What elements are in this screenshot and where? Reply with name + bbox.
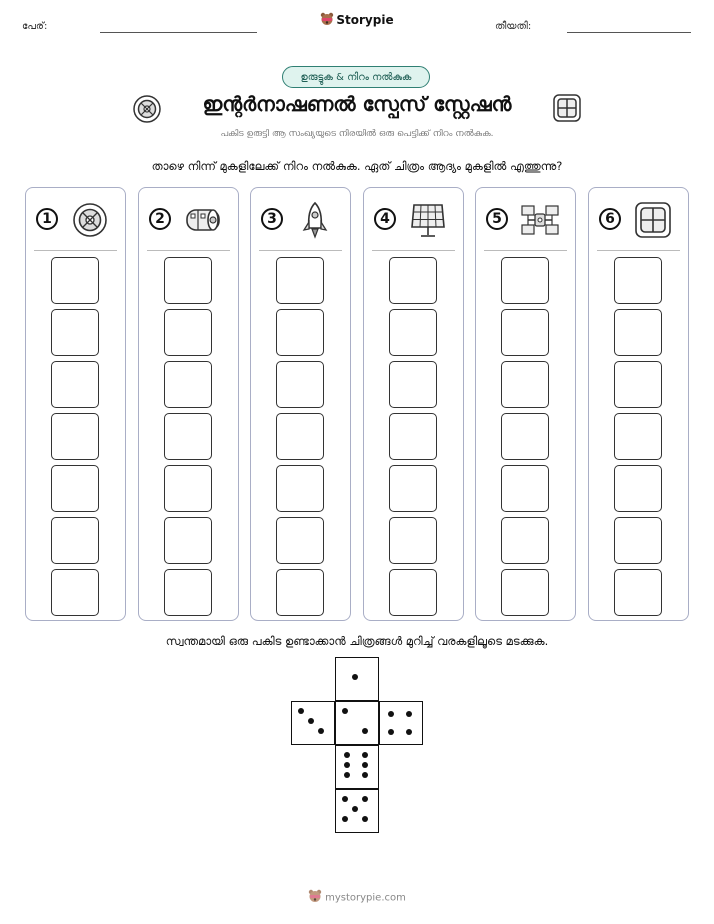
column-3 — [250, 187, 351, 621]
instruction: താഴെ നിന്ന് മുകളിലേക്ക് നിറം നൽകുക. ഏത് ചിത്രം ആദ്യം മുകളിൽ എത്തുന്നു? — [151, 159, 563, 173]
column-number: 1 — [36, 208, 58, 230]
color-box[interactable] — [389, 465, 437, 512]
pip — [308, 718, 314, 724]
color-box[interactable] — [389, 517, 437, 564]
pip — [362, 816, 368, 822]
module-icon — [183, 200, 223, 240]
hatch-icon — [132, 94, 162, 128]
color-box[interactable] — [614, 569, 662, 616]
color-box[interactable] — [164, 569, 212, 616]
pip — [406, 729, 412, 735]
bear-logo-icon — [320, 12, 334, 29]
color-box[interactable] — [614, 309, 662, 356]
color-box[interactable] — [276, 465, 324, 512]
pip — [362, 796, 368, 802]
color-box[interactable] — [614, 413, 662, 460]
pip — [362, 752, 368, 758]
die-face-3 — [291, 701, 335, 745]
die-face-2 — [335, 701, 379, 745]
column-divider — [147, 250, 230, 251]
color-box[interactable] — [51, 309, 99, 356]
color-box[interactable] — [501, 569, 549, 616]
color-box[interactable] — [51, 569, 99, 616]
color-box[interactable] — [276, 309, 324, 356]
hatch-icon — [70, 200, 110, 240]
column-divider — [484, 250, 567, 251]
pip — [362, 762, 368, 768]
color-box[interactable] — [276, 361, 324, 408]
pip — [344, 772, 350, 778]
pip — [342, 796, 348, 802]
color-box[interactable] — [614, 465, 662, 512]
color-box[interactable] — [51, 413, 99, 460]
column-divider — [34, 250, 117, 251]
color-box[interactable] — [51, 465, 99, 512]
color-box[interactable] — [164, 517, 212, 564]
die-face-5 — [335, 789, 379, 833]
pip — [362, 728, 368, 734]
die-face-1 — [335, 657, 379, 701]
solar-panel-icon — [408, 200, 448, 240]
color-box[interactable] — [501, 517, 549, 564]
pip — [352, 806, 358, 812]
date-label: തീയതി: — [495, 21, 532, 32]
pip — [342, 708, 348, 714]
color-box[interactable] — [614, 257, 662, 304]
color-box[interactable] — [51, 257, 99, 304]
column-divider — [372, 250, 455, 251]
column-number: 2 — [149, 208, 171, 230]
color-box[interactable] — [164, 413, 212, 460]
footer — [0, 889, 714, 906]
column-6 — [588, 187, 689, 621]
footer-url[interactable]: mystorypie.com — [325, 892, 406, 904]
subtitle: പകിട ഉരുട്ടി ആ സംഖ്യയുടെ നിരയിൽ ഒരു പെട്ടിക്ക് നിറം നൽകുക. — [220, 129, 494, 139]
pip — [388, 729, 394, 735]
color-box[interactable] — [389, 257, 437, 304]
color-box[interactable] — [389, 569, 437, 616]
column-4 — [363, 187, 464, 621]
window-icon — [552, 93, 582, 127]
color-box[interactable] — [164, 361, 212, 408]
window-icon — [633, 200, 673, 240]
color-box[interactable] — [501, 257, 549, 304]
pip — [344, 762, 350, 768]
name-line[interactable] — [100, 32, 257, 33]
column-number: 6 — [599, 208, 621, 230]
color-box[interactable] — [614, 517, 662, 564]
column-number: 5 — [486, 208, 508, 230]
rocket-icon — [295, 200, 335, 240]
color-box[interactable] — [276, 517, 324, 564]
brand-name: Storypie — [336, 13, 394, 27]
pip — [362, 772, 368, 778]
pip — [298, 708, 304, 714]
column-number: 3 — [261, 208, 283, 230]
color-box[interactable] — [51, 361, 99, 408]
die-face-4 — [379, 701, 423, 745]
column-divider — [259, 250, 342, 251]
pip — [342, 816, 348, 822]
color-box[interactable] — [389, 413, 437, 460]
pip — [388, 711, 394, 717]
color-box[interactable] — [389, 361, 437, 408]
die-face-6 — [335, 745, 379, 789]
brand-logo — [0, 12, 714, 29]
pip — [344, 752, 350, 758]
color-box[interactable] — [501, 465, 549, 512]
column-5 — [475, 187, 576, 621]
page-title: ഇന്റർനാഷണൽ സ്പേസ് സ്റ്റേഷൻ — [202, 92, 512, 116]
color-box[interactable] — [501, 413, 549, 460]
pip — [318, 728, 324, 734]
color-box[interactable] — [51, 517, 99, 564]
fold-instruction: സ്വന്തമായി ഒരു പകിട ഉണ്ടാക്കാൻ ചിത്രങ്ങൾ മുറിച്ച് വരകളിലൂടെ മടക്കുക. — [165, 634, 549, 648]
name-label: പേര്: — [22, 21, 48, 32]
column-1 — [25, 187, 126, 621]
bear-logo-icon — [308, 889, 322, 906]
color-box[interactable] — [164, 309, 212, 356]
color-box[interactable] — [276, 413, 324, 460]
color-box[interactable] — [276, 569, 324, 616]
column-number: 4 — [374, 208, 396, 230]
color-box[interactable] — [276, 257, 324, 304]
pip — [406, 711, 412, 717]
color-box[interactable] — [389, 309, 437, 356]
column-2 — [138, 187, 239, 621]
color-box[interactable] — [164, 465, 212, 512]
color-box[interactable] — [501, 361, 549, 408]
pip — [352, 674, 358, 680]
activity-badge: ഉരുട്ടുക & നിറം നൽകുക — [282, 66, 430, 88]
color-box[interactable] — [164, 257, 212, 304]
date-line[interactable] — [567, 32, 691, 33]
color-box[interactable] — [614, 361, 662, 408]
space-station-icon — [520, 200, 560, 240]
column-divider — [597, 250, 680, 251]
color-box[interactable] — [501, 309, 549, 356]
